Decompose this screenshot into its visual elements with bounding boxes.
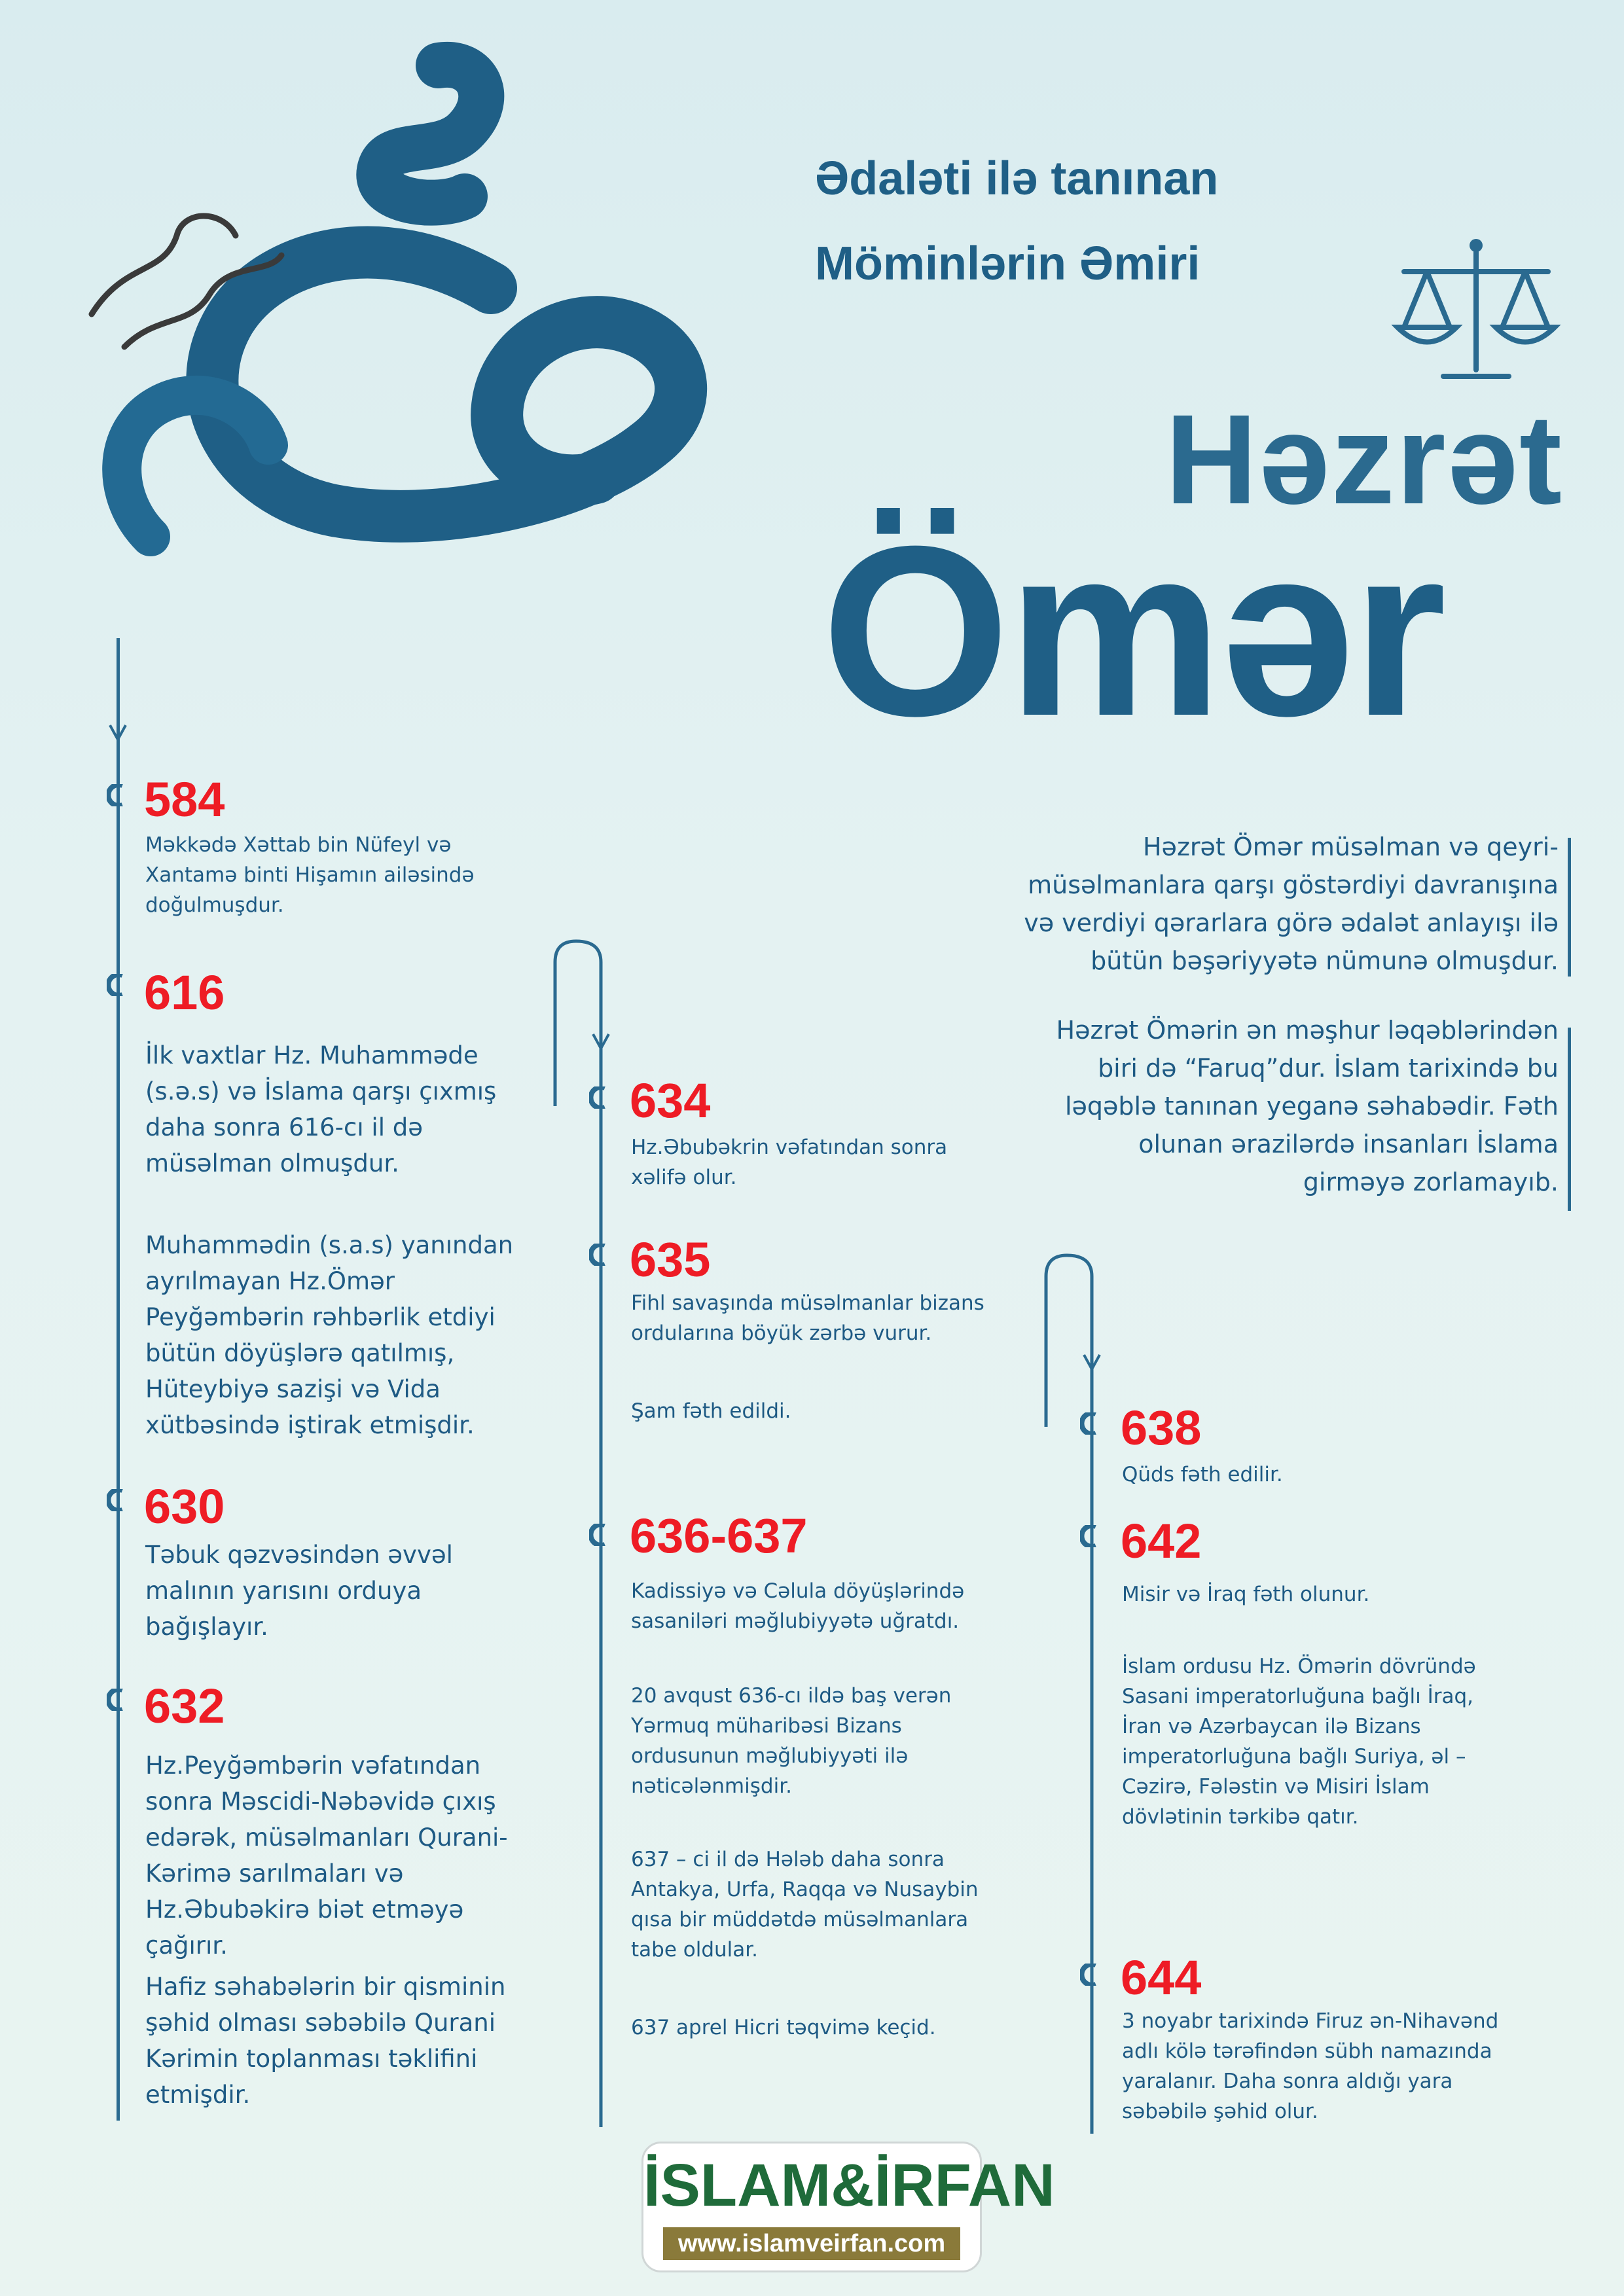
year-616: 616 (144, 965, 225, 1020)
year-644: 644 (1121, 1950, 1202, 2005)
year-632: 632 (144, 1679, 225, 1733)
year-635: 635 (630, 1232, 711, 1287)
year-630: 630 (144, 1479, 225, 1534)
subtitle-line-1: Ədaləti ilə tanınan (815, 152, 1219, 205)
year-638: 638 (1121, 1401, 1202, 1455)
event-text: Şam fəth edildi. (631, 1399, 791, 1423)
title-omer: Ömər (821, 496, 1444, 766)
year-636-637: 636-637 (630, 1509, 808, 1563)
timeline-node-icon (589, 1244, 611, 1266)
timeline-node-icon (107, 1689, 129, 1711)
arabic-calligraphy-icon (72, 39, 825, 628)
event-text: 637 aprel Hicri təqvimə keçid. (631, 2016, 936, 2039)
scales-of-justice-icon (1388, 236, 1564, 393)
year-634: 634 (630, 1073, 711, 1128)
event-text: Məkkədə Xəttab bin Nüfeyl və Xantamə binti Hişamın ailəsində doğulmuşdur. (145, 833, 475, 917)
event-text: Kadissiyə və Cəlula döyüşlərində sasaniləri məğlubiyyətə uğratdı. (631, 1579, 965, 1633)
timeline-node-icon (107, 784, 129, 806)
event-text: 637 – ci il də Hələb daha sonra Antakya, Urfa, Raqqa və Nusaybin qısa bir müddətdə müsəlmanlara tabe oldular. (631, 1848, 979, 1962)
quote-2: Həzrət Ömərin ən məşhur ləqəblərindən biri də “Faruq”dur. İslam tarixində bu ləqəblə tanınan yeganə səhabədir. Fəth olunan ərazilərdə insanları İslama girməyə zorlamayıb. (1056, 1016, 1559, 1196)
timeline-line-right (1041, 1250, 1119, 2134)
quote-bar (1568, 838, 1571, 977)
event-text: Hz.Peyğəmbərin vəfatından sonra Məscidi-Nəbəvidə çıxış edərək, müsəlmanları Qurani- Kərimə sarılmaları və Hz.Əbubəkirə biət etməyə çağırır. (145, 1751, 508, 1960)
event-text: Hafiz səhabələrin bir qisminin şəhid olması səbəbilə Qurani Kərimin toplanması təklifini etmişdir. (145, 1973, 506, 2109)
title-hezret: Həzrət (1165, 388, 1564, 531)
year-642: 642 (1121, 1514, 1202, 1568)
quote-1: Həzrət Ömər müsəlman və qeyri- müsəlmanlara qarşı göstərdiyi davranışına və verdiyi qərarlara görə ədalət anlayışı ilə bütün bəşəriyyətə nümunə olmuşdur. (1024, 833, 1559, 975)
event-text: Qüds fəth edilir. (1122, 1463, 1283, 1486)
event-text: İslam ordusu Hz. Ömərin dövründə Sasani imperatorluğuna bağlı İraq, İran və Azərbaycan ilə Bizans imperatorluğuna bağlı Suriya, əl – Cəzirə, Fələstin və Misiri İslam dövlətinin tərkibə qatır. (1122, 1655, 1476, 1829)
timeline-node-icon (1080, 1412, 1102, 1435)
timeline-node-icon (107, 974, 129, 996)
event-text: Muhammədin (s.a.s) yanından ayrılmayan Hz.Ömər Peyğəmbərin rəhbərlik etdiyi bütün döyüşlərə qatılmış, Hüteybiyə sazişi və Vida xütbəsində iştirak etmişdir. (145, 1231, 514, 1439)
logo (641, 2142, 1055, 2272)
event-text: Fihl savaşında müsəlmanlar bizans ordularına böyük zərbə vurur. (631, 1291, 984, 1345)
timeline-node-icon (1080, 1525, 1102, 1547)
event-text: Misir və İraq fəth olunur. (1122, 1583, 1370, 1606)
timeline-node-icon (589, 1524, 611, 1546)
logo-title: İSLAM&İRFAN (643, 2152, 1055, 2219)
event-text: Təbuk qəzvəsindən əvvəl malının yarısını orduya bağışlayır. (145, 1541, 453, 1641)
event-text: 20 avqust 636-cı ildə baş verən Yərmuq müharibəsi Bizans ordusunun məğlubiyyəti ilə nəticələnmişdir. (631, 1684, 952, 1798)
timeline-line-left (117, 638, 120, 2121)
quote-bar (1568, 1028, 1571, 1211)
event-text: İlk vaxtlar Hz. Muhamməde (s.ə.s) və İslama qarşı çıxmış daha sonra 616-cı il də müsəlman olmuşdur. (145, 1041, 497, 1177)
timeline-node-icon (1080, 1964, 1102, 1986)
subtitle-line-2: Möminlərin Əmiri (815, 238, 1200, 290)
year-584: 584 (144, 772, 225, 827)
logo-url: www.islamveirfan.com (663, 2227, 960, 2260)
event-text: Hz.Əbubəkrin vəfatından sonra xəlifə olur. (631, 1136, 948, 1189)
timeline-node-icon (589, 1086, 611, 1109)
event-text: 3 noyabr tarixində Firuz ən-Nihavənd adlı kölə tərəfindən sübh namazında yaralanır. Daha sonra aldığı yara səbəbilə şəhid olur. (1122, 2009, 1499, 2123)
timeline-node-icon (107, 1489, 129, 1511)
arrow-down-icon (105, 720, 131, 753)
